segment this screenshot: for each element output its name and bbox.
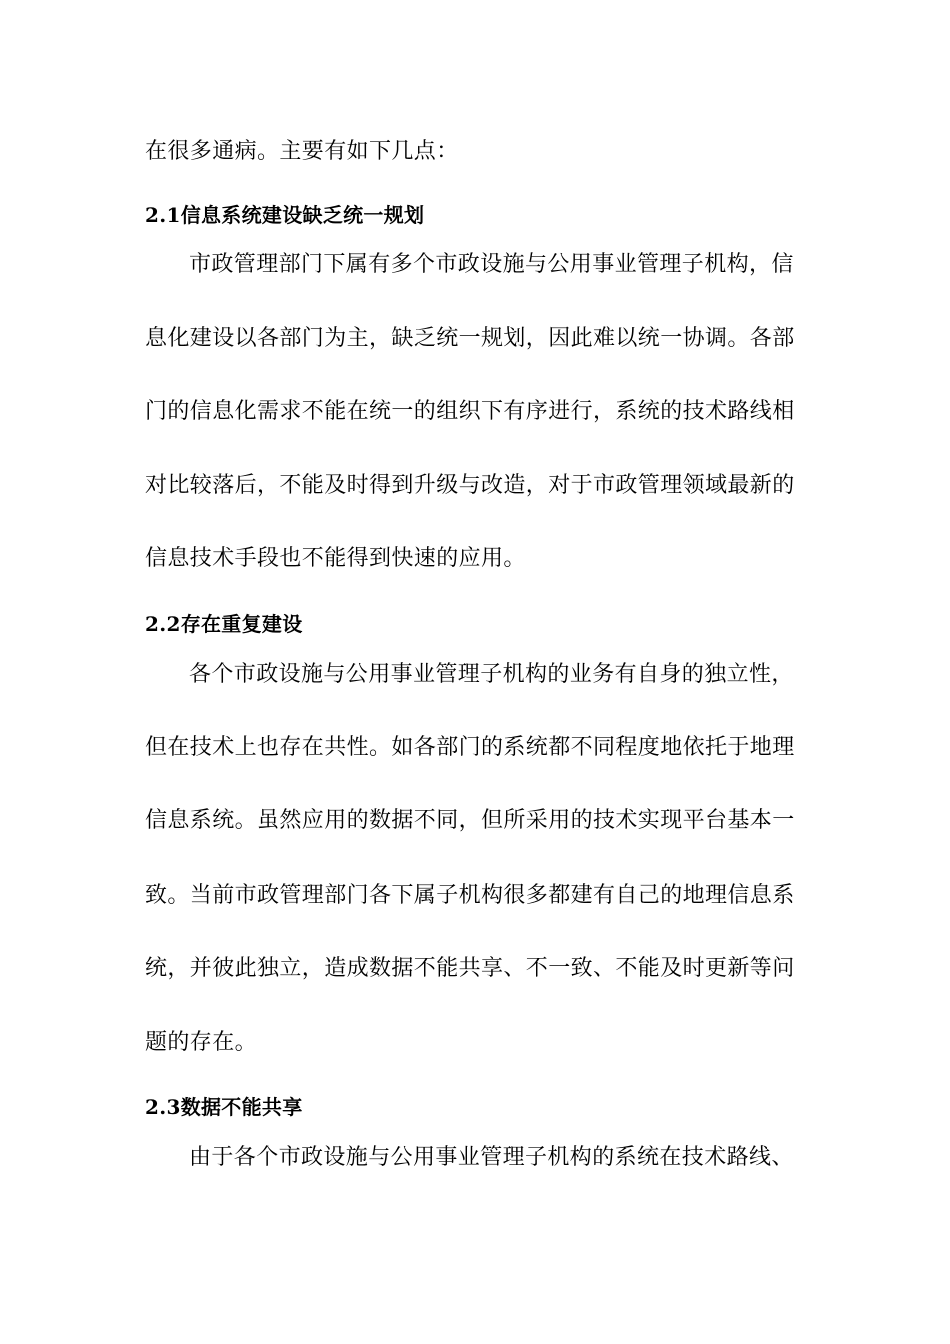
- paragraph-line: 门的信息化需求不能在统一的组织下有序进行，系统的技术路线相: [145, 399, 795, 424]
- paragraph-line: 息化建设以各部门为主，缺乏统一规划，因此难以统一协调。各部: [145, 326, 795, 351]
- section-heading-2-2: 2.2存在重复建设: [145, 612, 303, 636]
- paragraph-line: 对比较落后，不能及时得到升级与改造，对于市政管理领域最新的: [145, 473, 795, 498]
- paragraph-line: 由于各个市政设施与公用事业管理子机构的系统在技术路线、: [189, 1145, 794, 1170]
- paragraph-line: 各个市政设施与公用事业管理子机构的业务有自身的独立性，: [189, 662, 794, 687]
- paragraph-line: 信息系统。虽然应用的数据不同，但所采用的技术实现平台基本一: [145, 808, 795, 833]
- paragraph-line: 题的存在。: [145, 1030, 258, 1055]
- section-heading-2-3: 2.3数据不能共享: [145, 1095, 303, 1119]
- section-heading-2-1: 2.1信息系统建设缺乏统一规划: [145, 203, 425, 227]
- paragraph-line: 统，并彼此独立，造成数据不能共享、不一致、不能及时更新等问: [145, 956, 795, 981]
- intro-text-line: 在很多通病。主要有如下几点：: [145, 139, 459, 164]
- paragraph-line: 市政管理部门下属有多个市政设施与公用事业管理子机构，信: [189, 252, 794, 277]
- paragraph-line: 但在技术上也存在共性。如各部门的系统都不同程度地依托于地理: [145, 735, 795, 760]
- paragraph-line: 致。当前市政管理部门各下属子机构很多都建有自己的地理信息系: [145, 883, 795, 908]
- paragraph-line: 信息技术手段也不能得到快速的应用。: [145, 546, 526, 571]
